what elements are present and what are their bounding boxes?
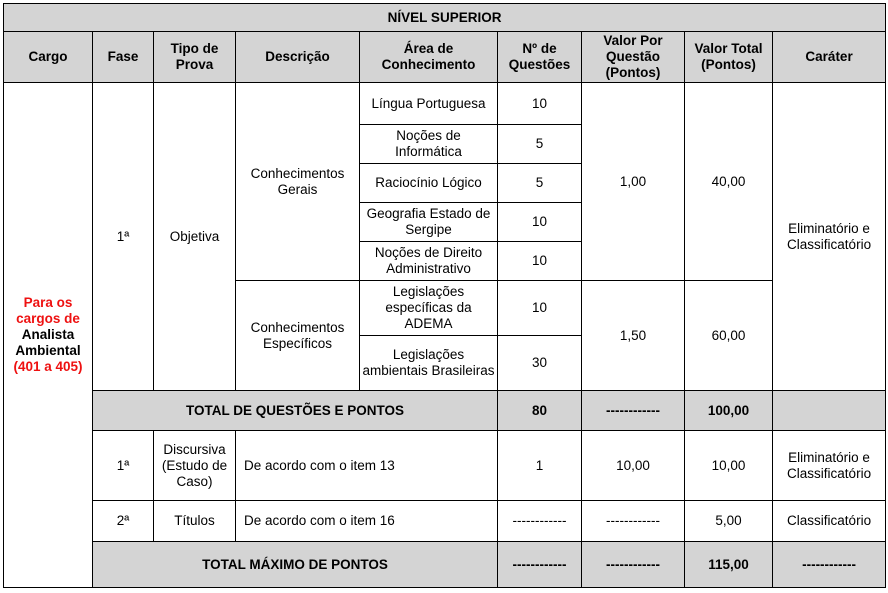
- titulos-tipo: Títulos: [154, 501, 236, 542]
- table-title: NÍVEL SUPERIOR: [4, 4, 886, 32]
- especificos-valor-total: 60,00: [685, 281, 773, 391]
- num-cell: 10: [498, 281, 582, 336]
- total-questoes-valor-total: 100,00: [685, 391, 773, 431]
- header-valor-total: Valor Total (Pontos): [685, 32, 773, 83]
- discursiva-valor-por: 10,00: [582, 431, 685, 501]
- num-cell: 10: [498, 242, 582, 281]
- cargo-range: (401 a 405): [13, 359, 83, 374]
- area-cell: Língua Portuguesa: [360, 83, 498, 125]
- especificos-valor-por: 1,50: [582, 281, 685, 391]
- objetiva-carater: Eliminatório e Classificatório: [773, 83, 886, 391]
- total-maximo-num: ------------: [498, 542, 582, 588]
- num-cell: 5: [498, 164, 582, 203]
- cargo-name: Analista Ambiental: [15, 327, 81, 358]
- cargo-prefix: Para os cargos de: [16, 295, 80, 326]
- objetiva-tipo: Objetiva: [154, 83, 236, 391]
- area-cell: Noções de Direito Administrativo: [360, 242, 498, 281]
- titulos-valor-total: 5,00: [685, 501, 773, 542]
- total-maximo-label: TOTAL MÁXIMO DE PONTOS: [93, 542, 498, 588]
- total-maximo-valor-total: 115,00: [685, 542, 773, 588]
- header-fase: Fase: [93, 32, 154, 83]
- titulos-valor-por: ------------: [582, 501, 685, 542]
- area-cell: Noções de Informática: [360, 125, 498, 164]
- discursiva-tipo: Discursiva (Estudo de Caso): [154, 431, 236, 501]
- discursiva-descricao: De acordo com o item 13: [236, 431, 498, 501]
- discursiva-carater: Eliminatório e Classificatório: [773, 431, 886, 501]
- total-questoes-label: TOTAL DE QUESTÕES E PONTOS: [93, 391, 498, 431]
- discursiva-fase: 1ª: [93, 431, 154, 501]
- objetiva-fase: 1ª: [93, 83, 154, 391]
- num-cell: 10: [498, 83, 582, 125]
- total-maximo-carater: ------------: [773, 542, 886, 588]
- area-cell: Raciocínio Lógico: [360, 164, 498, 203]
- header-cargo: Cargo: [4, 32, 93, 83]
- titulos-num: ------------: [498, 501, 582, 542]
- header-carater: Caráter: [773, 32, 886, 83]
- score-table: [3, 3, 886, 588]
- especificos-descricao: Conhecimentos Específicos: [236, 281, 360, 391]
- discursiva-valor-total: 10,00: [685, 431, 773, 501]
- header-descricao: Descrição: [236, 32, 360, 83]
- num-cell: 5: [498, 125, 582, 164]
- titulos-carater: Classificatório: [773, 501, 886, 542]
- total-maximo-valor-por: ------------: [582, 542, 685, 588]
- gerais-descricao: Conhecimentos Gerais: [236, 83, 360, 281]
- header-area: Área de Conhecimento: [360, 32, 498, 83]
- area-cell: Legislações específicas da ADEMA: [360, 281, 498, 336]
- header-valor-por: Valor Por Questão (Pontos): [582, 32, 685, 83]
- num-cell: 30: [498, 336, 582, 391]
- titulos-fase: 2ª: [93, 501, 154, 542]
- header-num-questoes: Nº de Questões: [498, 32, 582, 83]
- discursiva-num: 1: [498, 431, 582, 501]
- num-cell: 10: [498, 203, 582, 242]
- area-cell: Geografia Estado de Sergipe: [360, 203, 498, 242]
- cargo-cell: [4, 83, 93, 588]
- titulos-descricao: De acordo com o item 16: [236, 501, 498, 542]
- area-cell: Legislações ambientais Brasileiras: [360, 336, 498, 391]
- gerais-valor-total: 40,00: [685, 83, 773, 281]
- total-questoes-valor-por: ------------: [582, 391, 685, 431]
- gerais-valor-por: 1,00: [582, 83, 685, 281]
- total-questoes-num: 80: [498, 391, 582, 431]
- header-tipo: Tipo de Prova: [154, 32, 236, 83]
- total-questoes-carater: [773, 391, 886, 431]
